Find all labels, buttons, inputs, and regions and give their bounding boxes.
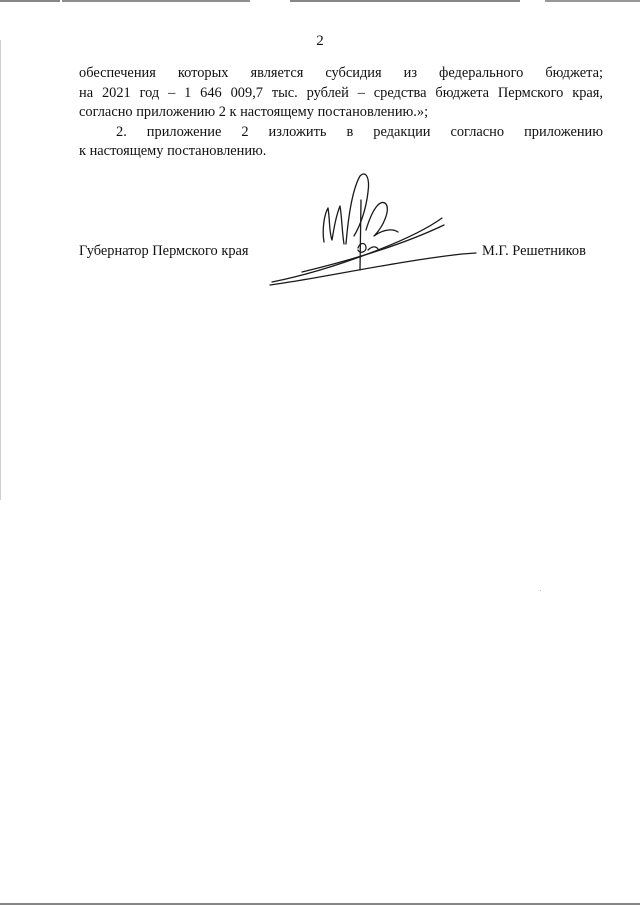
document-body [79,64,603,162]
scan-edge-top [0,0,640,2]
scan-edge-left [0,40,1,500]
text-line-3: согласно приложению 2 к настоящему постановлению.»; [79,104,429,120]
page-number: 2 [316,33,324,49]
text-line-2: на 2021 год – 1 646 009,7 тыс. рублей – средства бюджета Пермского края, [79,84,603,101]
scan-speck [540,590,541,591]
signatory-position: Губернатор Пермского края [79,243,249,259]
text-line-5: к настоящему постановлению. [79,143,267,159]
text-line-1: обеспечения которых является субсидия из федерального бюджета; [79,65,603,81]
signatory-name: М.Г. Решетников [482,243,586,259]
handwritten-signature [262,170,487,292]
text-line-4: 2. приложение 2 изложить в редакции согласно приложению [116,123,603,140]
